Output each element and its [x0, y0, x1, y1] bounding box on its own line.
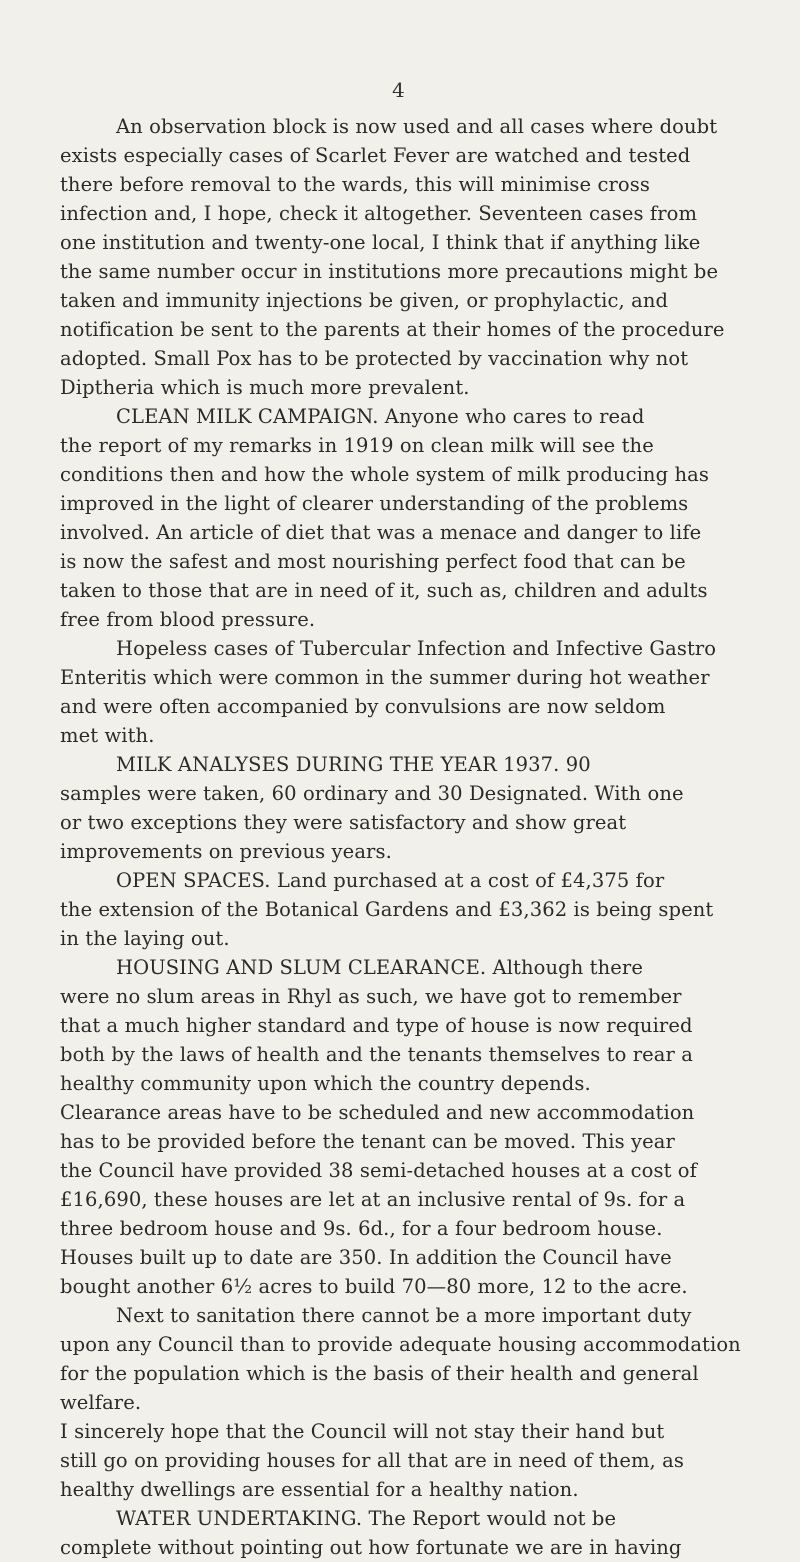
text-line: three bedroom house and 9s. 6d., for a four bedroom house.	[60, 1217, 663, 1240]
text-line: Enteritis which were common in the summer during hot weather	[60, 666, 710, 689]
text-line: one institution and twenty-one local, I think that if anything like	[60, 231, 701, 254]
text-line: healthy community upon which the country depends.	[60, 1072, 591, 1095]
text-line: OPEN SPACES. Land purchased at a cost of £4,375 for	[116, 869, 665, 892]
text-line: I sincerely hope that the Council will not stay their hand but	[60, 1420, 665, 1443]
text-line: CLEAN MILK CAMPAIGN. Anyone who cares to read	[116, 405, 645, 428]
text-line: upon any Council than to provide adequate housing accommodation	[60, 1333, 741, 1356]
text-line: that a much higher standard and type of house is now required	[60, 1014, 693, 1037]
text-line: and were often accompanied by convulsions are now seldom	[60, 695, 666, 718]
page-number: 4	[392, 78, 405, 102]
text-line: free from blood pressure.	[60, 608, 316, 631]
text-line: the extension of the Botanical Gardens and £3,362 is being spent	[60, 898, 714, 921]
text-line: infection and, I hope, check it altogether. Seventeen cases from	[60, 202, 698, 225]
text-line: is now the safest and most nourishing perfect food that can be	[60, 550, 686, 573]
text-line: MILK ANALYSES DURING THE YEAR 1937. 90	[116, 753, 591, 776]
text-line: healthy dwellings are essential for a healthy nation.	[60, 1478, 579, 1501]
text-line: Clearance areas have to be scheduled and new accommodation	[60, 1101, 695, 1124]
text-line: for the population which is the basis of their health and general	[60, 1362, 699, 1385]
text-line: Houses built up to date are 350. In addition the Council have	[60, 1246, 672, 1269]
text-line: in the laying out.	[60, 927, 230, 950]
text-line: adopted. Small Pox has to be protected by vaccination why not	[60, 347, 689, 370]
text-line: there before removal to the wards, this will minimise cross	[60, 173, 650, 196]
text-line: the report of my remarks in 1919 on clean milk will see the	[60, 434, 654, 457]
text-line: involved. An article of diet that was a menace and danger to life	[60, 521, 702, 544]
text-line: Next to sanitation there cannot be a more important duty	[116, 1304, 692, 1327]
text-line: or two exceptions they were satisfactory and show great	[60, 811, 627, 834]
body-text	[60, 112, 750, 1562]
text-line: complete without pointing out how fortunate we are in having	[60, 1536, 682, 1559]
text-line: still go on providing houses for all that are in need of them, as	[60, 1449, 684, 1472]
text-line: WATER UNDERTAKING. The Report would not be	[116, 1507, 617, 1530]
text-line: taken to those that are in need of it, such as, children and adults	[60, 579, 708, 602]
text-line: HOUSING AND SLUM CLEARANCE. Although there	[116, 956, 643, 979]
text-line: conditions then and how the whole system of milk producing has	[60, 463, 709, 486]
text-line: welfare.	[60, 1391, 142, 1414]
text-line: improvements on previous years.	[60, 840, 392, 863]
text-line: exists especially cases of Scarlet Fever are watched and tested	[60, 144, 691, 167]
text-line: taken and immunity injections be given, or prophylactic, and	[60, 289, 669, 312]
text-line: bought another 6½ acres to build 70—80 more, 12 to the acre.	[60, 1275, 688, 1298]
text-line: Diptheria which is much more prevalent.	[60, 376, 470, 399]
text-line: notification be sent to the parents at their homes of the procedure	[60, 318, 725, 341]
text-line: the same number occur in institutions more precautions might be	[60, 260, 719, 283]
text-line: has to be provided before the tenant can be moved. This year	[60, 1130, 675, 1153]
text-line: improved in the light of clearer understanding of the problems	[60, 492, 689, 515]
text-line: both by the laws of health and the tenants themselves to rear a	[60, 1043, 693, 1066]
text-line: An observation block is now used and all cases where doubt	[116, 115, 718, 138]
text-line: £16,690, these houses are let at an inclusive rental of 9s. for a	[60, 1188, 686, 1211]
text-line: were no slum areas in Rhyl as such, we have got to remember	[60, 985, 682, 1008]
text-line: samples were taken, 60 ordinary and 30 Designated. With one	[60, 782, 684, 805]
text-line: the Council have provided 38 semi-detached houses at a cost of	[60, 1159, 697, 1182]
text-line: met with.	[60, 724, 155, 747]
text-line: Hopeless cases of Tubercular Infection and Infective Gastro	[116, 637, 717, 660]
